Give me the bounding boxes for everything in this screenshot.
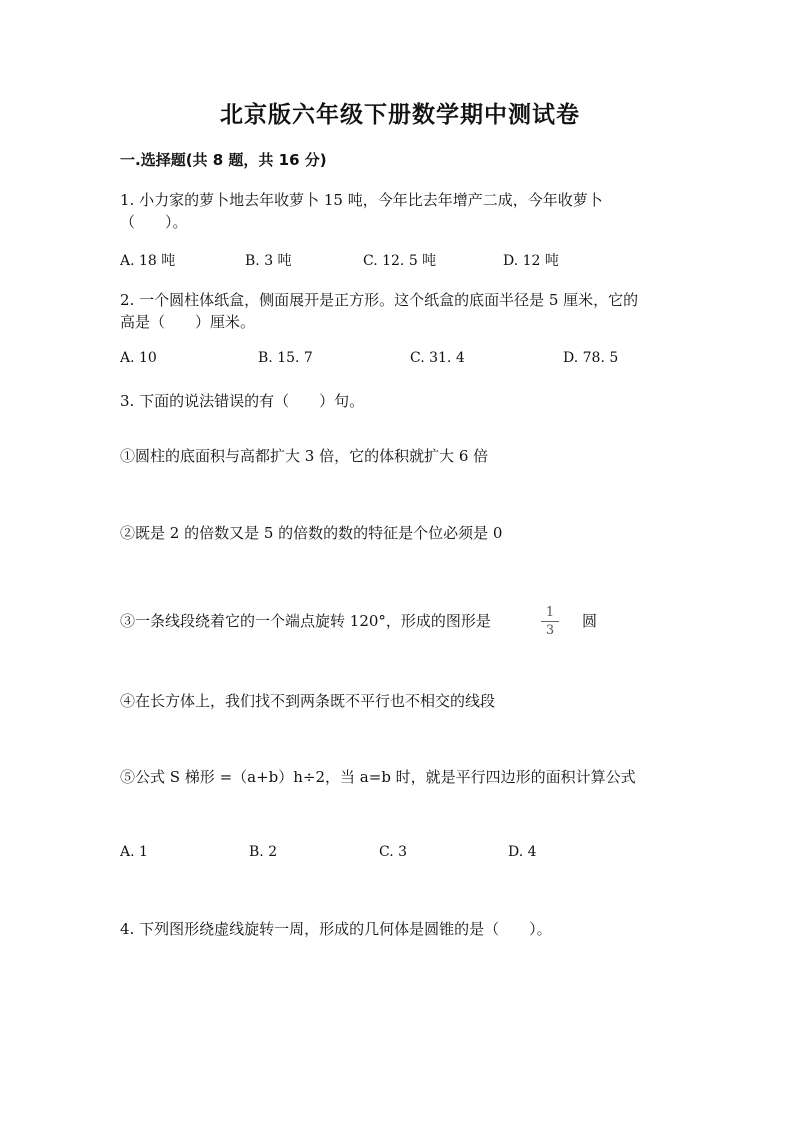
- question-1-line-1: 1. 小力家的萝卜地去年收萝卜 15 吨，今年比去年增产二成，今年收萝卜: [120, 191, 603, 209]
- question-1-option-a: A. 18 吨: [120, 253, 176, 269]
- question-3-statement-3: ③一条线段绕着它的一个端点旋转 120°，形成的图形是: [120, 612, 491, 630]
- question-3-statement-1: ①圆柱的底面积与高都扩大 3 倍，它的体积就扩大 6 倍: [120, 447, 489, 465]
- fraction-one-third: [541, 605, 559, 638]
- section-heading: 一.选择题(共 8 题，共 16 分): [120, 151, 327, 169]
- question-2-option-d: D. 78. 5: [563, 350, 619, 366]
- question-3-option-a: A. 1: [120, 844, 148, 860]
- question-1-option-d: D. 12 吨: [503, 253, 559, 269]
- question-2-option-a: A. 10: [120, 350, 157, 366]
- question-2-line-2: 高是（ ）厘米。: [120, 313, 256, 331]
- question-2-option-b: B. 15. 7: [258, 350, 313, 366]
- fraction-denominator: 3: [545, 623, 555, 638]
- fraction-bar: [541, 621, 559, 622]
- question-1-line-2: （ ）。: [120, 213, 188, 231]
- question-1-option-b: B. 3 吨: [245, 253, 292, 269]
- question-3-statement-4: ④在长方体上，我们找不到两条既不平行也不相交的线段: [120, 692, 496, 710]
- question-2-option-c: C. 31. 4: [410, 350, 465, 366]
- fraction-numerator: 1: [545, 605, 555, 620]
- question-1-option-c: C. 12. 5 吨: [363, 253, 437, 269]
- question-2-line-1: 2. 一个圆柱体纸盒，侧面展开是正方形。这个纸盒的底面半径是 5 厘米，它的: [120, 291, 639, 309]
- question-3-option-c: C. 3: [379, 844, 408, 860]
- question-3-statement-2: ②既是 2 的倍数又是 5 的倍数的数的特征是个位必须是 0: [120, 524, 503, 542]
- page-title: 北京版六年级下册数学期中测试卷: [220, 102, 580, 128]
- question-3-option-d: D. 4: [508, 844, 537, 860]
- question-3-option-b: B. 2: [249, 844, 278, 860]
- question-3-stem: 3. 下面的说法错误的有（ ）句。: [120, 392, 365, 410]
- question-3-statement-3-suffix: 圆: [582, 612, 598, 630]
- question-4-stem: 4. 下列图形绕虚线旋转一周，形成的几何体是圆锥的是（ ）。: [120, 920, 552, 938]
- question-3-statement-5: ⑤公式 S 梯形 =（a+b）h÷2，当 a=b 时，就是平行四边形的面积计算公式: [120, 768, 636, 786]
